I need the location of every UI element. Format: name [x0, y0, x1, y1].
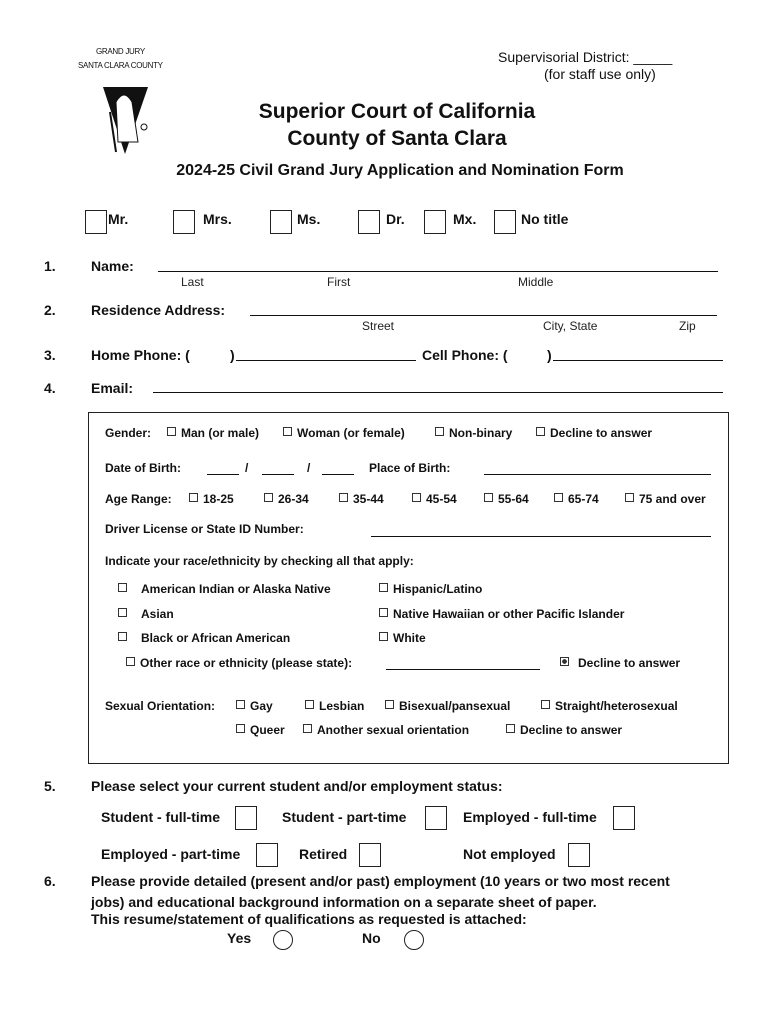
title-mx-checkbox[interactable]: [424, 210, 446, 234]
gender-option-decline[interactable]: Decline to answer: [536, 426, 652, 440]
no-radio[interactable]: [404, 930, 424, 950]
orientation-another[interactable]: Another sexual orientation: [303, 723, 469, 737]
address-label: Residence Address:: [91, 302, 226, 318]
dob-separator: /: [307, 461, 311, 475]
last-caption: Last: [181, 275, 204, 289]
race-black[interactable]: Black or African American: [118, 631, 290, 645]
race-other-input[interactable]: [386, 669, 540, 670]
q6-number: 6.: [44, 873, 56, 889]
race-white[interactable]: White: [379, 631, 426, 645]
gender-option-nonbinary[interactable]: Non-binary: [435, 426, 512, 440]
gender-option-woman[interactable]: Woman (or female): [283, 426, 405, 440]
no-label: No: [362, 930, 381, 946]
name-input[interactable]: [158, 271, 718, 272]
dob-year-input[interactable]: [322, 474, 354, 475]
employed-fulltime-checkbox[interactable]: [613, 806, 635, 830]
orientation-lesbian[interactable]: Lesbian: [305, 699, 364, 713]
age-55-64[interactable]: 55-64: [484, 492, 529, 506]
age-35-44[interactable]: 35-44: [339, 492, 384, 506]
orientation-gay[interactable]: Gay: [236, 699, 273, 713]
birthplace-input[interactable]: [484, 474, 711, 475]
first-caption: First: [327, 275, 351, 289]
retired-checkbox[interactable]: [359, 843, 381, 867]
employed-fulltime-label: Employed - full-time: [463, 809, 597, 825]
cell-phone-input[interactable]: [553, 360, 723, 361]
age-75-over[interactable]: 75 and over: [625, 492, 706, 506]
employment-question: Please select your current student and/or employment status:: [91, 778, 503, 794]
dob-separator: /: [245, 461, 249, 475]
city-state-caption: City, State: [543, 319, 598, 333]
license-input[interactable]: [371, 536, 711, 537]
title-dr-label: Dr.: [386, 211, 405, 227]
email-label: Email:: [91, 380, 134, 396]
q3-number: 3.: [44, 347, 56, 363]
age-26-34[interactable]: 26-34: [264, 492, 309, 506]
title-mx-label: Mx.: [453, 211, 477, 227]
logo-line2: SANTA CLARA COUNTY: [78, 61, 163, 70]
street-caption: Street: [362, 319, 395, 333]
cell-phone-paren: ): [547, 347, 552, 363]
orientation-straight[interactable]: Straight/heterosexual: [541, 699, 678, 713]
race-american-indian[interactable]: American Indian or Alaska Native: [118, 582, 331, 596]
yes-radio[interactable]: [273, 930, 293, 950]
q4-number: 4.: [44, 380, 56, 396]
title-none-checkbox[interactable]: [494, 210, 516, 234]
title-mrs-label: Mrs.: [203, 211, 232, 227]
dob-label: Date of Birth:: [105, 461, 181, 475]
birthplace-label: Place of Birth:: [369, 461, 451, 475]
license-label: Driver License or State ID Number:: [105, 522, 304, 536]
email-input[interactable]: [153, 392, 723, 393]
cell-phone-label: Cell Phone: (: [422, 347, 508, 363]
race-other[interactable]: Other race or ethnicity (please state):: [126, 656, 352, 670]
retired-label: Retired: [299, 846, 348, 862]
title-mrs-checkbox[interactable]: [173, 210, 195, 234]
address-input[interactable]: [250, 315, 717, 316]
age-label: Age Range:: [105, 492, 172, 506]
race-pacific-islander[interactable]: Native Hawaiian or other Pacific Islander: [379, 607, 624, 621]
middle-caption: Middle: [518, 275, 554, 289]
student-parttime-checkbox[interactable]: [425, 806, 447, 830]
zip-caption: Zip: [679, 319, 696, 333]
q6-text-line1: Please provide detailed (present and/or past) employment (10 years or two most recent: [91, 873, 670, 889]
gender-option-man[interactable]: Man (or male): [167, 426, 259, 440]
age-65-74[interactable]: 65-74: [554, 492, 599, 506]
q1-number: 1.: [44, 258, 56, 274]
race-decline[interactable]: Decline to answer: [560, 656, 680, 670]
staff-use-note: (for staff use only): [544, 66, 656, 82]
title-ms-checkbox[interactable]: [270, 210, 292, 234]
q6-text-line3: This resume/statement of qualifications as requested is attached:: [91, 911, 527, 927]
title-dr-checkbox[interactable]: [358, 210, 380, 234]
name-label: Name:: [91, 258, 134, 274]
home-phone-input[interactable]: [236, 360, 416, 361]
race-prompt: Indicate your race/ethnicity by checking all that apply:: [105, 554, 414, 568]
supervisorial-district: Supervisorial District: _____: [498, 49, 673, 65]
employed-parttime-label: Employed - part-time: [101, 846, 241, 862]
q6-text-line2: jobs) and educational background information on a separate sheet of paper.: [91, 894, 597, 910]
orientation-label: Sexual Orientation:: [105, 699, 216, 713]
title-ms-label: Ms.: [297, 211, 321, 227]
race-hispanic[interactable]: Hispanic/Latino: [379, 582, 482, 596]
court-title: Superior Court of California: [258, 100, 536, 123]
q5-number: 5.: [44, 778, 56, 794]
orientation-decline[interactable]: Decline to answer: [506, 723, 622, 737]
student-parttime-label: Student - part-time: [282, 809, 407, 825]
yes-label: Yes: [227, 930, 252, 946]
not-employed-label: Not employed: [463, 846, 556, 862]
orientation-bisexual[interactable]: Bisexual/pansexual: [385, 699, 510, 713]
title-none-label: No title: [521, 211, 569, 227]
gender-label: Gender:: [105, 426, 152, 440]
not-employed-checkbox[interactable]: [568, 843, 590, 867]
county-title: County of Santa Clara: [287, 127, 507, 150]
student-fulltime-checkbox[interactable]: [235, 806, 257, 830]
age-18-25[interactable]: 18-25: [189, 492, 234, 506]
student-fulltime-label: Student - full-time: [101, 809, 220, 825]
dob-day-input[interactable]: [262, 474, 294, 475]
title-mr-label: Mr.: [108, 211, 129, 227]
orientation-queer[interactable]: Queer: [236, 723, 285, 737]
race-asian[interactable]: Asian: [118, 607, 174, 621]
form-subtitle: 2024-25 Civil Grand Jury Application and Nomination Form: [176, 162, 624, 179]
title-mr-checkbox[interactable]: [85, 210, 107, 234]
dob-month-input[interactable]: [207, 474, 239, 475]
home-phone-paren: ): [230, 347, 235, 363]
logo-line1: GRAND JURY: [96, 47, 145, 56]
home-phone-label: Home Phone: (: [91, 347, 190, 363]
age-45-54[interactable]: 45-54: [412, 492, 457, 506]
q2-number: 2.: [44, 302, 56, 318]
employed-parttime-checkbox[interactable]: [256, 843, 278, 867]
